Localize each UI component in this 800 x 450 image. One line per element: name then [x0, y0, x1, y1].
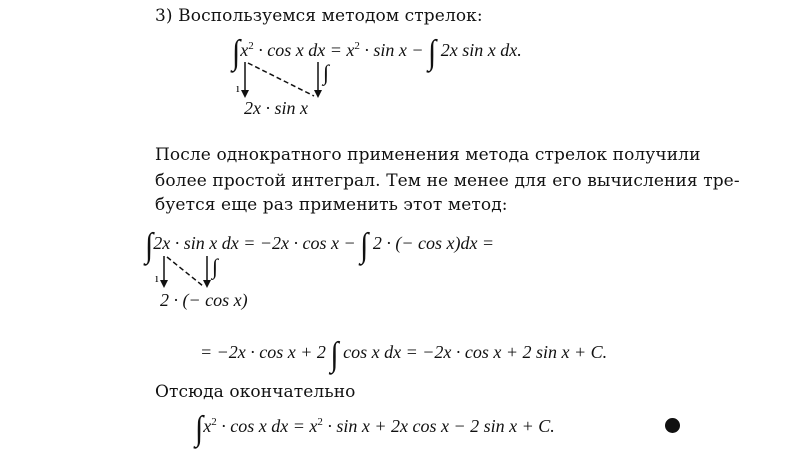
- formula-2-derivative: 2 · (− cos x): [160, 290, 248, 310]
- formula-1-rhs-var: x: [346, 40, 355, 60]
- formula-1-rhs-integrand: 2x sin x dx.: [436, 40, 522, 60]
- formula-4-var: x: [203, 416, 212, 436]
- paragraph-line-1: После однократного применения метода стрелок получили: [155, 145, 701, 165]
- formula-1-lhs: · cos x dx =: [253, 40, 347, 60]
- integral-sign: ∫: [428, 33, 437, 72]
- formula-4-exp: 2: [211, 416, 217, 428]
- formula-1-rhs-exp: 2: [354, 40, 360, 52]
- formula-1-var: x: [240, 40, 249, 60]
- formula-3: [200, 335, 608, 374]
- formula-4-rhs-exp: 2: [317, 416, 323, 428]
- tick-mark: ı: [155, 270, 159, 285]
- formula-1-derivative: 2x · sin x: [244, 98, 308, 118]
- formula-4-rhs-var: x: [309, 416, 318, 436]
- integral-sign: ∫: [360, 226, 369, 265]
- formula-2-lhs: 2x · sin x dx = −2x · cos x −: [153, 233, 361, 253]
- paragraph-line-3: буется еще раз применить этот метод:: [155, 195, 508, 215]
- integral-sign: ∫: [195, 409, 204, 448]
- formula-4-lhs: · cos x dx =: [216, 416, 310, 436]
- conclusion-label: Отсюда окончательно: [155, 382, 356, 402]
- formula-4: [195, 409, 555, 448]
- end-bullet-icon: [665, 418, 680, 433]
- integral-mark: ∫: [212, 254, 219, 279]
- integral-sign: ∫: [330, 335, 339, 374]
- integral-sign: ∫: [232, 33, 241, 72]
- step-heading: 3) Воспользуемся методом стрелок:: [155, 6, 483, 26]
- tick-mark: ı: [236, 80, 240, 95]
- formula-4-rhs: · sin x + 2x cos x − 2 sin x + C.: [322, 416, 555, 436]
- formula-1-rhs: · sin x −: [359, 40, 428, 60]
- formula-1-exp: 2: [248, 40, 254, 52]
- formula-3-rest: cos x dx = −2x · cos x + 2 sin x + C.: [338, 342, 608, 362]
- integral-mark: ∫: [323, 60, 330, 85]
- formula-2-rhs: 2 · (− cos x)dx =: [368, 233, 495, 253]
- integral-sign: ∫: [145, 226, 154, 265]
- paragraph-line-2: более простой интеграл. Тем не менее для его вычисления тре-: [155, 171, 740, 191]
- formula-3-start: = −2x · cos x + 2: [200, 342, 331, 362]
